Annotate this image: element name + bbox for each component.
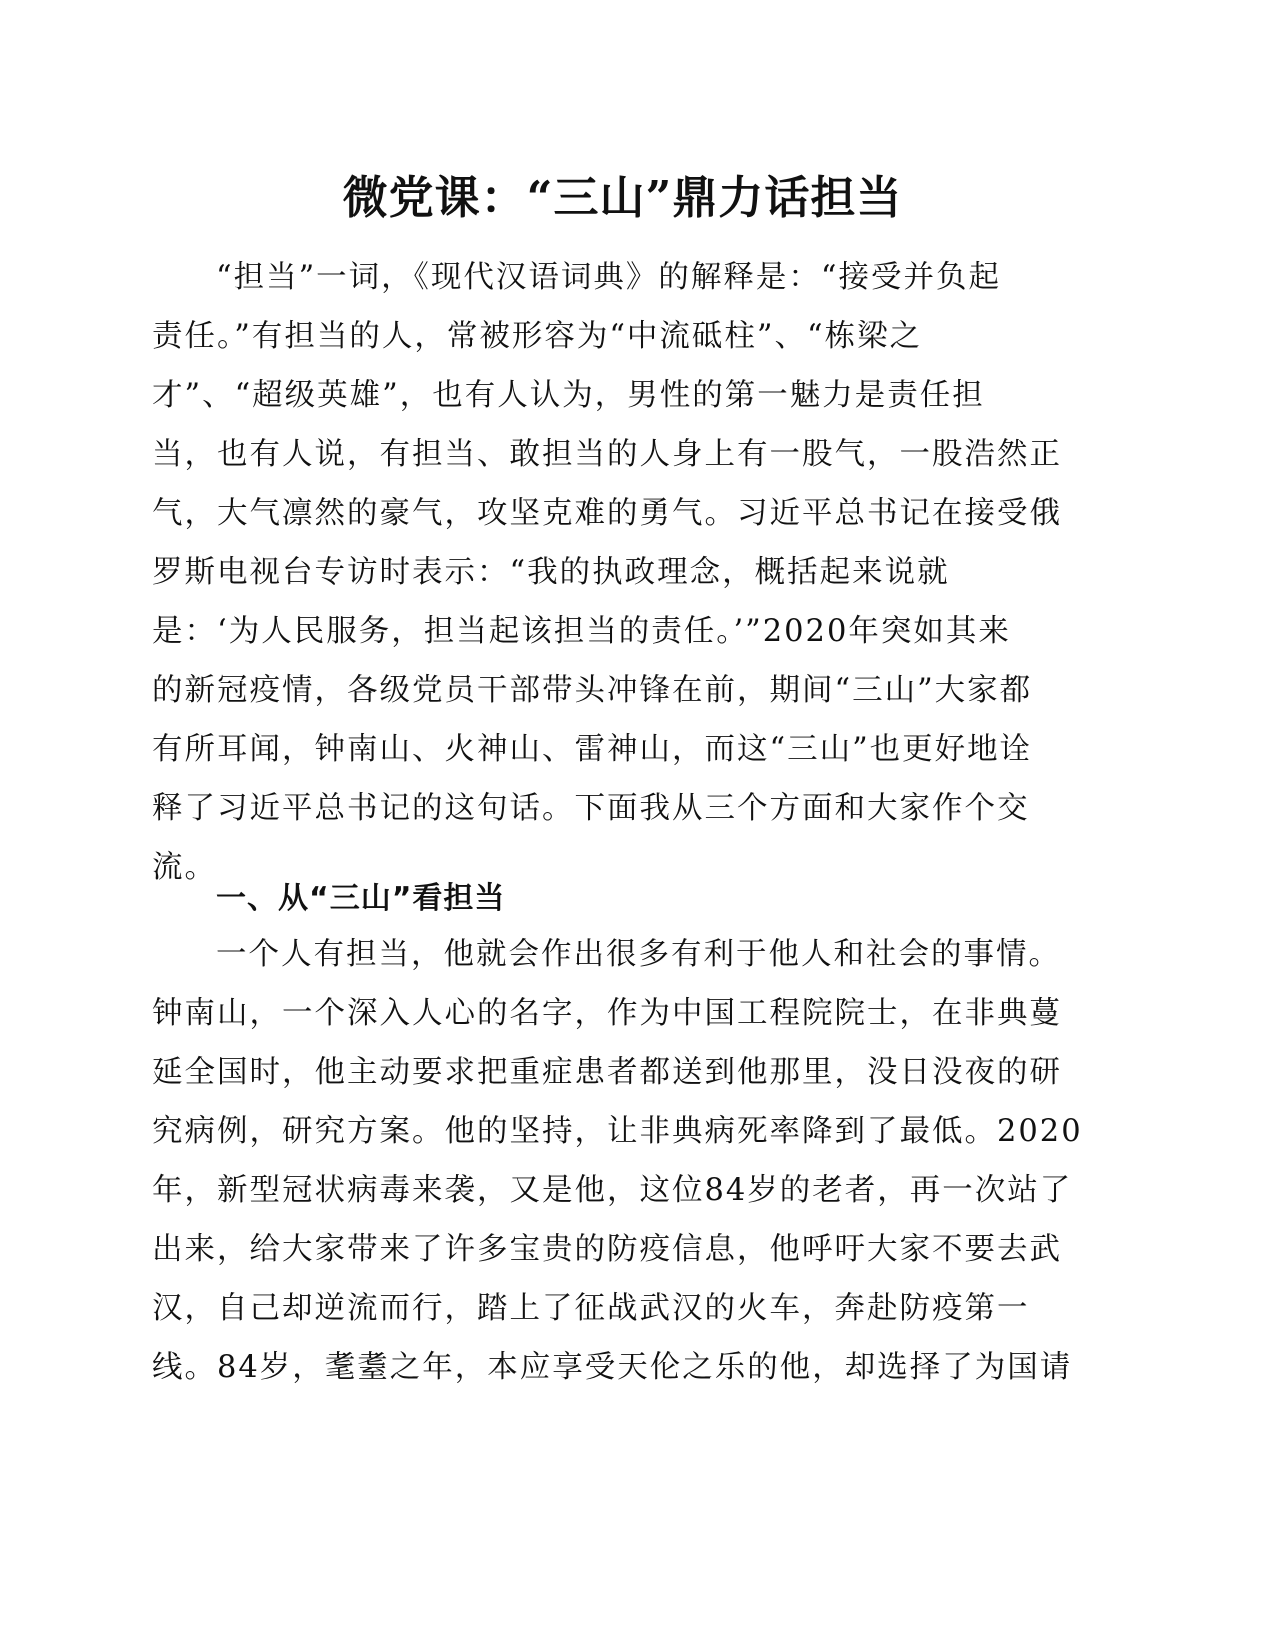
- section-paragraph: [152, 925, 1092, 1397]
- paragraph-line: 延全国时，他主动要求把重症患者都送到他那里，没日没夜的研: [152, 1055, 1062, 1090]
- paragraph-line: 才”、“超级英雄”，也有人认为，男性的第一魅力是责任担: [152, 378, 985, 413]
- paragraph-line: “担当”一词，《现代汉语词典》的解释是：“接受并负起: [216, 260, 1002, 295]
- paragraph-line: 究病例，研究方案。他的坚持，让非典病死率降到了最低。2020: [152, 1114, 1083, 1149]
- paragraph-line: 有所耳闻，钟南山、火神山、雷神山，而这“三山”也更好地诠: [152, 732, 1033, 767]
- page-title: 微党课：“三山”鼎力话担当: [342, 171, 903, 224]
- paragraph-line: 钟南山，一个深入人心的名字，作为中国工程院院士，在非典蔓: [152, 996, 1062, 1031]
- paragraph-line: 汉，自己却逆流而行，踏上了征战武汉的火车，奔赴防疫第一: [152, 1291, 1030, 1326]
- paragraph-line: 年，新型冠状病毒来袭，又是他，这位84岁的老者，再一次站了: [152, 1173, 1073, 1208]
- paragraph-line: 责任。”有担当的人，常被形容为“中流砥柱”、“栋梁之: [152, 319, 923, 354]
- paragraph-line: 气，大气凛然的豪气，攻坚克难的勇气。习近平总书记在接受俄: [152, 496, 1062, 531]
- paragraph-line: 释了习近平总书记的这句话。下面我从三个方面和大家作个交: [152, 791, 1030, 826]
- paragraph-line: 当，也有人说，有担当、敢担当的人身上有一股气，一股浩然正: [152, 437, 1062, 472]
- paragraph-line: 流。: [152, 850, 217, 885]
- paragraph-line: 一个人有担当，他就会作出很多有利于他人和社会的事情。: [216, 937, 1061, 972]
- paragraph-line: 是：‘为人民服务，担当起该担当的责任。’”2020年突如其来: [152, 614, 1011, 649]
- section-heading: 一、从“三山”看担当: [216, 881, 506, 916]
- paragraph-line: 的新冠疫情，各级党员干部带头冲锋在前，期间“三山”大家都: [152, 673, 1033, 708]
- paragraph-line: 罗斯电视台专访时表示：“我的执政理念，概括起来说就: [152, 555, 950, 590]
- paragraph-line: 线。84岁，耄耋之年，本应享受天伦之乐的他，却选择了为国请: [152, 1350, 1073, 1385]
- paragraph-line: 出来，给大家带来了许多宝贵的防疫信息，他呼吁大家不要去武: [152, 1232, 1062, 1267]
- intro-paragraph: [152, 248, 1092, 897]
